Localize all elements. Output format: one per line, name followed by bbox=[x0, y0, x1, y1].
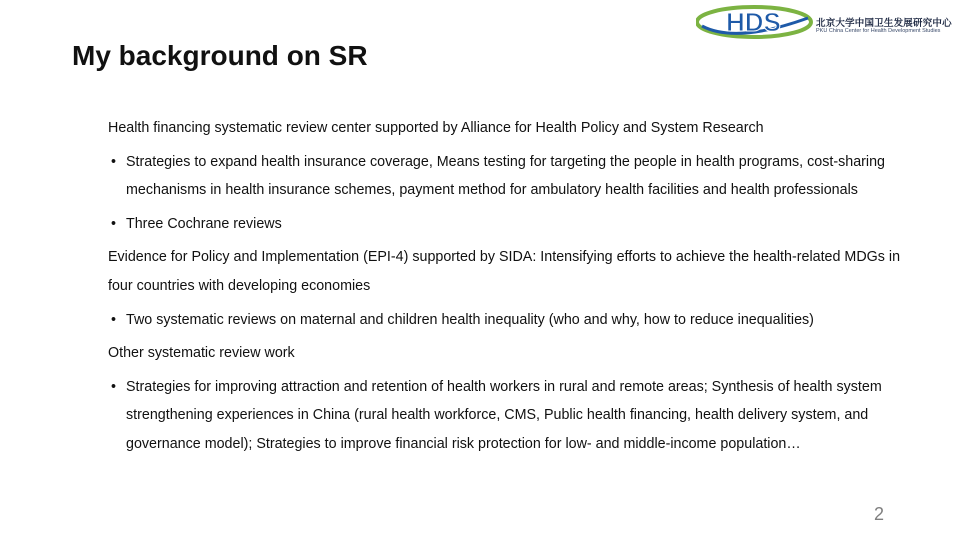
logo-hds-text: HDS bbox=[726, 7, 781, 37]
section-heading: Evidence for Policy and Implementation (EPI-4) supported by SIDA: Intensifying efforts to achieve the health-related MDGs in four countries with developing economies bbox=[108, 249, 901, 294]
hds-logo bbox=[696, 4, 952, 40]
bullet-item bbox=[108, 210, 908, 239]
section-heading: Other systematic review work bbox=[108, 345, 295, 362]
bullet-item bbox=[108, 306, 908, 335]
bullet-text: Strategies for improving attraction and retention of health workers in rural and remote areas; Synthesis of health system strengthening experiences in China (rural health workforce, CMS, Public health financing, health delivery system, and governance model); Strategies to improve financial risk protection for low- and middle-income population… bbox=[126, 378, 882, 452]
bullet-text: Two systematic reviews on maternal and children health inequality (who and why, how to reduce inequalities) bbox=[126, 311, 814, 328]
bullet-icon: • bbox=[111, 153, 117, 170]
bullet-icon: • bbox=[111, 311, 117, 328]
slide-content bbox=[108, 114, 908, 464]
logo-name-en: PKU China Center for Health Development Studies bbox=[816, 28, 941, 34]
bullet-item bbox=[108, 148, 908, 205]
page-number: 2 bbox=[874, 504, 885, 524]
bullet-text: Three Cochrane reviews bbox=[126, 215, 282, 232]
logo-name-cn: 北京大学中国卫生发展研究中心 bbox=[816, 18, 952, 29]
bullet-item bbox=[108, 373, 908, 459]
bullet-text: Strategies to expand health insurance coverage, Means testing for targeting the people in health programs, cost-sharing mechanisms in health insurance schemes, payment method for ambulatory health facilities and health professionals bbox=[126, 153, 885, 199]
slide-title: My background on SR bbox=[72, 40, 368, 71]
bullet-icon: • bbox=[111, 378, 117, 395]
section-heading: Health financing systematic review center supported by Alliance for Health Policy and System Research bbox=[108, 120, 764, 136]
hds-swoosh-icon bbox=[696, 4, 816, 40]
bullet-icon: • bbox=[111, 215, 117, 232]
